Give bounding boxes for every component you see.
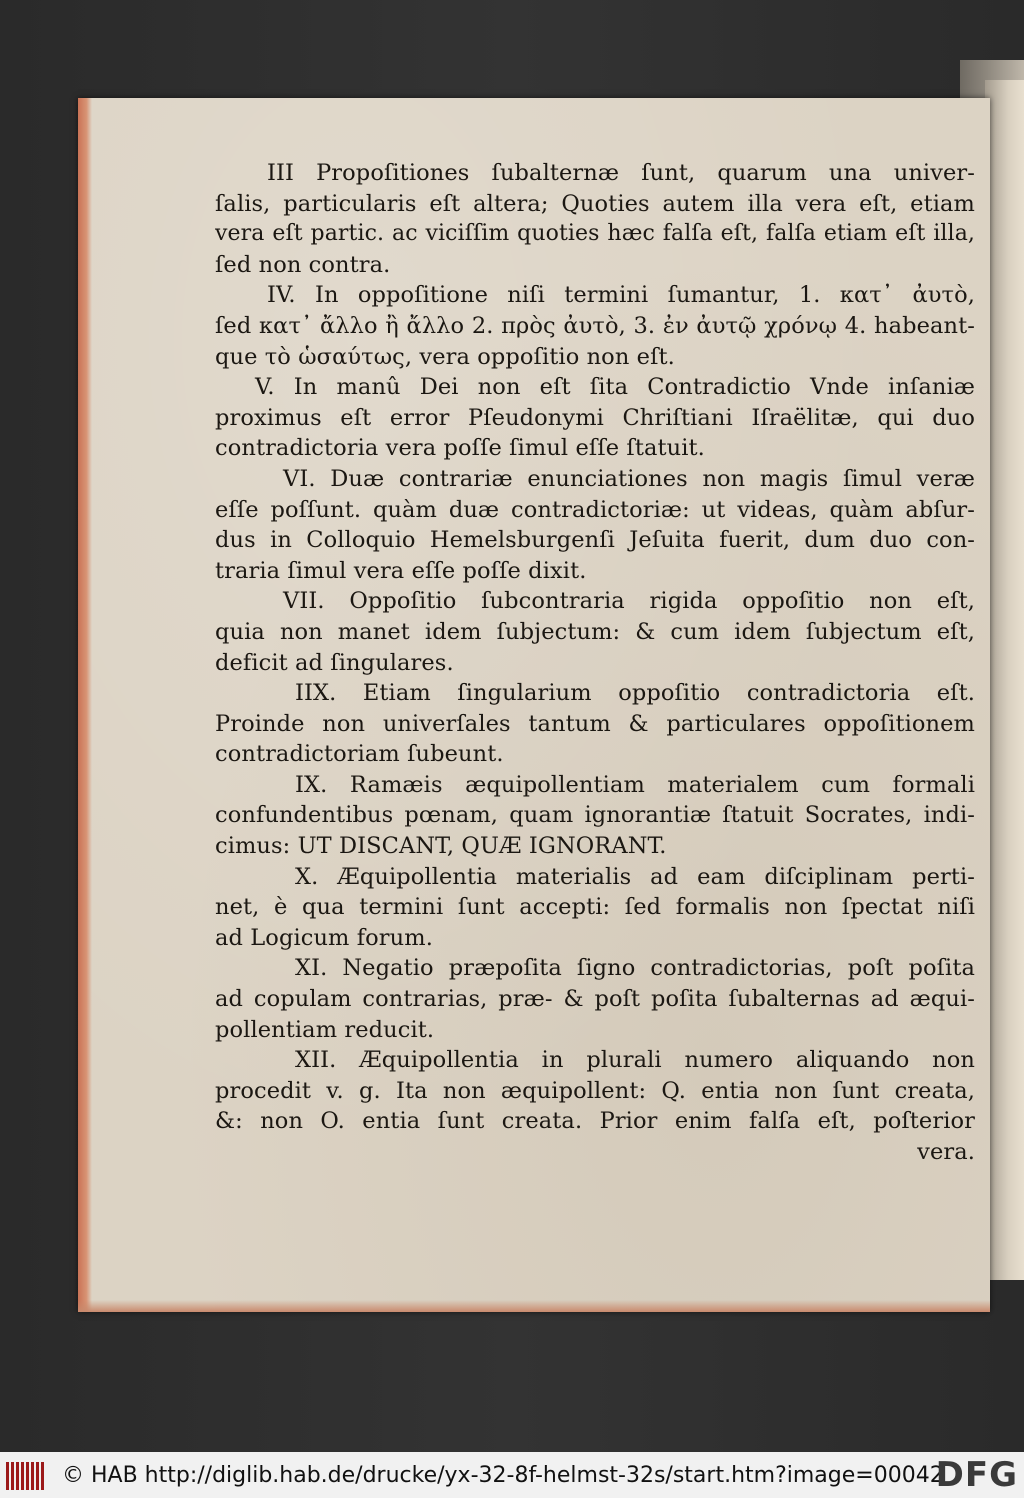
text-line: deficit ad ſingulares. [215,649,454,676]
text-line: procedit v. g. Ita non æquipollent: Q. entia non ſunt creata, [215,1077,975,1104]
text-line: XI. Negatio præpoſita ſigno contradictorias, poſt poſita [295,955,975,982]
text-line: dus in Colloquio Hemelsburgenſi Jeſuita fuerit, dum duo con- [215,527,975,554]
text-line: ad Logicum forum. [215,924,433,951]
catchword: vera. [917,1139,975,1165]
text-line: contradictoriam ſubeunt. [215,741,504,768]
text-line: ſed κατ᾽ ἄλλο ἢ ἄλλο 2. πρὸς ἀυτὸ, 3. ἐν ἀυτῷ χρόνῳ 4. habeant- [215,312,975,339]
dfg-logo: DFG [935,1455,1018,1495]
text-line: XII. Æquipollentia in plurali numero aliquando non [295,1047,975,1074]
text-line: IIX. Etiam ſingularium oppoſitio contradictoria eſt. [295,680,975,707]
text-line: V. In manû Dei non eſt ſita Contradictio Vnde inſaniæ [255,374,975,401]
viewer-footer [0,1452,1024,1498]
text-line: traria ſimul vera eſſe poſſe dixit. [215,557,587,584]
text-line: VI. Duæ contrariæ enunciationes non magis ſimul veræ [283,465,975,492]
text-line: que τὸ ὡσαύτως, vera oppoſitio non eſt. [215,343,675,370]
text-line: pollentiam reducit. [215,1016,435,1043]
text-line: cimus: UT DISCANT, QUÆ IGNORANT. [215,833,667,860]
text-line: confundentibus pœnam, quam ignorantiæ ſtatuit Socrates, indi- [215,802,975,829]
text-line: X. Æquipollentia materialis ad eam diſciplinam perti- [295,863,975,890]
text-line: contradictoria vera poſſe ſimul eſſe ſtatuit. [215,435,705,462]
text-line: quia non manet idem ſubjectum: & cum idem ſubjectum eſt, [215,618,975,645]
text-line: net, è qua termini ſunt accepti: ſed formalis non ſpectat niſi [215,894,975,921]
text-line: proximus eſt error Pſeudonymi Chriſtiani Iſraëlitæ, qui duo [215,404,975,431]
text-line: vera eſt partic. ac viciſſim quoties hæc falſa eſt, falſa etiam eſt illa, [215,221,975,247]
text-line: IV. In oppoſitione niſi termini ſumantur, 1. κατ᾽ ἀυτὸ, [267,282,975,309]
text-line: ad copulam contrarias, præ- & poſt poſita ſubalternas ad æqui- [215,986,975,1013]
next-page-shade [985,80,1024,1280]
text-line: ſalis, particularis eſt altera; Quoties autem illa vera eſt, etiam [215,190,975,217]
hab-barcode-logo-icon [6,1462,46,1490]
text-line: &: non O. entia ſunt creata. Prior enim falſa eſt, poſterior [215,1108,975,1135]
text-line: ſed non contra. [215,251,391,278]
text-line: eſſe poſſunt. quàm duæ contradictoriæ: ut videas, quàm abſur- [215,496,975,523]
text-line: III Propoſitiones ſubalternæ ſunt, quarum una univer- [267,160,975,186]
text-line: IX. Ramæis æquipollentiam materialem cum formali [295,771,975,798]
page-red-edge [78,98,92,1312]
copyright-url[interactable]: © HAB http://diglib.hab.de/drucke/yx-32-8f-helmst-32s/start.htm?image=00042 [62,1463,944,1488]
text-line: VII. Oppoſitio ſubcontraria rigida oppoſitio non eſt, [283,588,975,615]
page-bottom-edge [78,1300,990,1312]
page-text [215,158,975,1168]
text-line: Proinde non univerſales tantum & particulares oppoſitionem [215,710,975,737]
